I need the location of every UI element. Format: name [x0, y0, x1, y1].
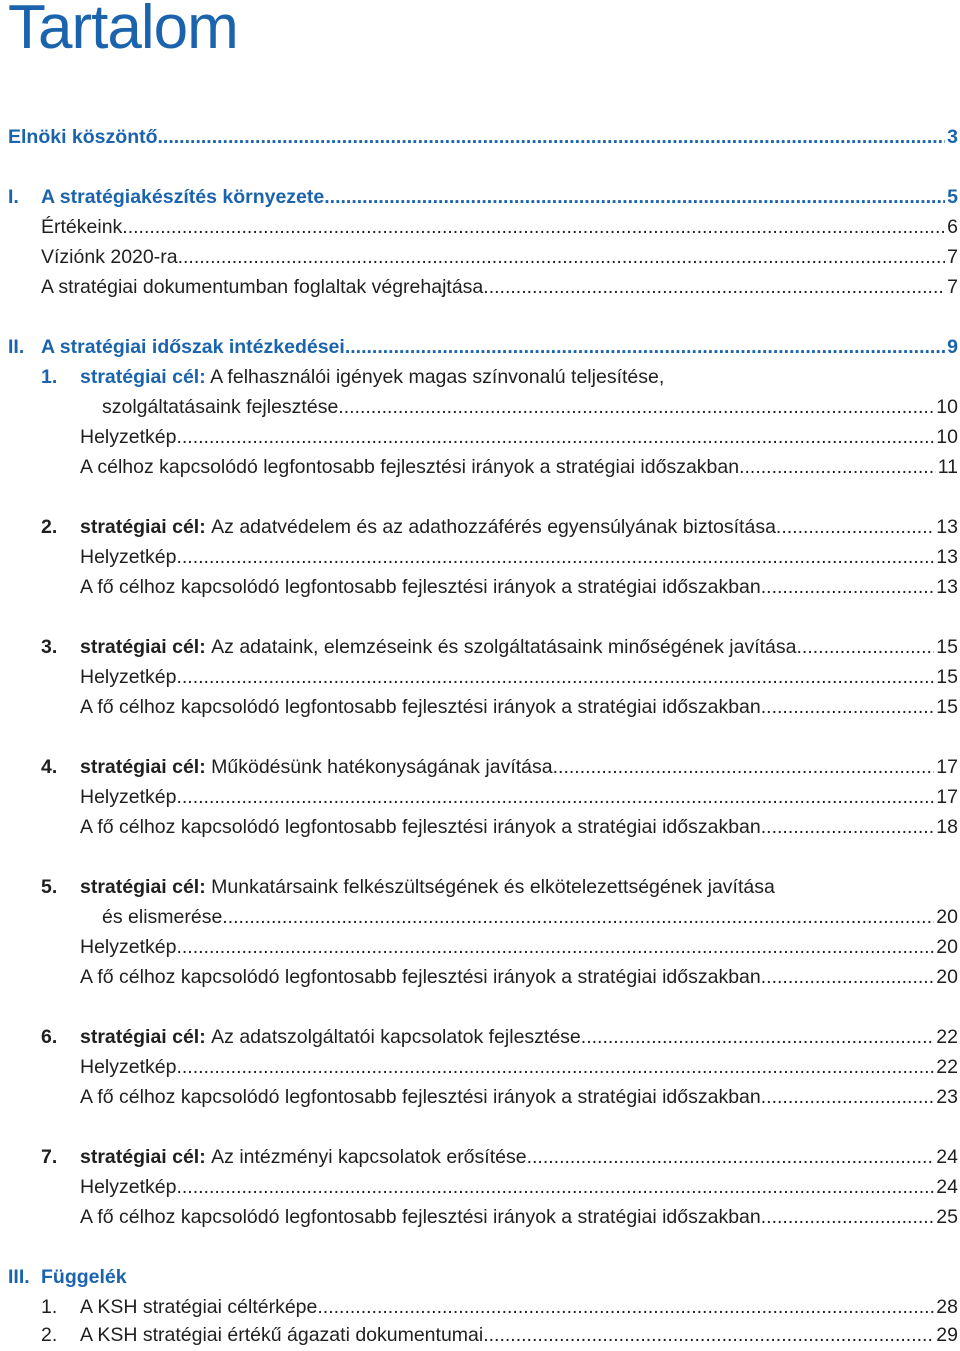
toc-page: 5: [947, 186, 958, 208]
leader-dots: [176, 932, 934, 962]
toc-page: 3: [947, 126, 958, 148]
toc-label: Értékeink: [41, 216, 123, 238]
toc-label: A stratégiai dokumentumban foglaltak végrehajtása: [41, 276, 484, 298]
toc-entry[interactable]: [0, 212, 960, 242]
toc-goal-1[interactable]: [0, 362, 960, 392]
goal-title: A felhasználói igények magas színvonalú teljesítése,: [210, 366, 665, 388]
toc-entry[interactable]: [0, 662, 960, 692]
toc-page: 9: [947, 336, 958, 358]
toc-page: 10: [936, 426, 958, 448]
toc-goal-2[interactable]: [0, 512, 960, 542]
goal-number: 5.: [41, 876, 58, 898]
toc-label: Helyzetkép: [80, 546, 177, 568]
leader-dots: [761, 572, 935, 602]
toc-label: Függelék: [41, 1266, 127, 1288]
leader-dots: [761, 962, 935, 992]
toc-page: 11: [937, 456, 958, 478]
toc-goal-4[interactable]: [0, 752, 960, 782]
toc-section-3[interactable]: [0, 1262, 960, 1292]
toc-page: 18: [936, 816, 958, 838]
toc-label: Helyzetkép: [80, 666, 177, 688]
leader-dots: [776, 512, 934, 542]
toc-entry[interactable]: [0, 542, 960, 572]
toc-goal-3[interactable]: [0, 632, 960, 662]
goal-number: 7.: [41, 1146, 58, 1168]
toc-label: A fő célhoz kapcsolódó legfontosabb fejlesztési irányok a stratégiai időszakban: [80, 696, 761, 718]
toc-page: 15: [936, 636, 958, 658]
toc-goal-5[interactable]: [0, 872, 960, 902]
toc-page: 23: [936, 1086, 958, 1108]
toc-page: 22: [936, 1026, 958, 1048]
leader-dots: [176, 662, 934, 692]
toc-section-1[interactable]: [0, 182, 960, 212]
toc-label: Helyzetkép: [80, 1056, 177, 1078]
toc-label: Helyzetkép: [80, 786, 177, 808]
toc-entry[interactable]: [0, 452, 960, 482]
section-number: I.: [8, 186, 19, 208]
toc-label: A fő célhoz kapcsolódó legfontosabb fejlesztési irányok a stratégiai időszakban: [80, 576, 761, 598]
goal-prefix: stratégiai cél:: [80, 636, 206, 658]
toc-label: A célhoz kapcsolódó legfontosabb fejlesztési irányok a stratégiai időszakban: [80, 456, 740, 478]
toc-entry[interactable]: [0, 1082, 960, 1112]
leader-dots: [178, 242, 946, 272]
toc-page: 13: [936, 546, 958, 568]
toc-goal-7[interactable]: [0, 1142, 960, 1172]
leader-dots: [761, 1082, 935, 1112]
toc-label: Elnöki köszöntő: [8, 126, 158, 148]
toc-page: 20: [936, 966, 958, 988]
goal-prefix: stratégiai cél:: [80, 1146, 206, 1168]
toc-page: 15: [936, 666, 958, 688]
leader-dots: [158, 122, 946, 152]
toc-entry[interactable]: [0, 272, 960, 302]
goal-prefix: stratégiai cél:: [80, 876, 206, 898]
toc-entry[interactable]: [0, 1052, 960, 1082]
toc-label: Helyzetkép: [80, 1176, 177, 1198]
leader-dots: [176, 1172, 934, 1202]
leader-dots: [739, 452, 936, 482]
toc-entry[interactable]: [0, 932, 960, 962]
leader-dots: [176, 542, 934, 572]
appendix-number: 1.: [41, 1296, 58, 1318]
goal-title-cont: és elismerése: [102, 906, 223, 928]
leader-dots: [324, 182, 945, 212]
goal-prefix: stratégiai cél:: [80, 756, 206, 778]
leader-dots: [122, 212, 945, 242]
toc-label: A stratégiai időszak intézkedései: [41, 336, 345, 358]
goal-title: Az adatvédelem és az adathozzáférés egyensúlyának biztosítása: [211, 516, 776, 538]
toc-page: 24: [936, 1146, 958, 1168]
leader-dots: [345, 332, 945, 362]
leader-dots: [483, 272, 945, 302]
leader-dots: [527, 1142, 935, 1172]
toc-label: A fő célhoz kapcsolódó legfontosabb fejlesztési irányok a stratégiai időszakban: [80, 1086, 761, 1108]
toc-label: A KSH stratégiai értékű ágazati dokumentumai: [80, 1324, 484, 1346]
goal-title-cont: szolgáltatásaink fejlesztése: [102, 396, 339, 418]
toc-label: Víziónk 2020-ra: [41, 246, 178, 268]
toc-label: A stratégiakészítés környezete: [41, 186, 325, 208]
toc-page: 7: [947, 276, 958, 298]
toc-page: 28: [936, 1296, 958, 1318]
toc-page: 20: [936, 936, 958, 958]
section-number: II.: [8, 336, 25, 358]
leader-dots: [483, 1320, 934, 1350]
toc-entry[interactable]: [0, 692, 960, 722]
goal-prefix: stratégiai cél:: [80, 516, 206, 538]
leader-dots: [761, 692, 935, 722]
toc-label: A fő célhoz kapcsolódó legfontosabb fejlesztési irányok a stratégiai időszakban: [80, 966, 761, 988]
section-number: III.: [8, 1266, 30, 1288]
goal-number: 3.: [41, 636, 58, 658]
toc-label: A KSH stratégiai céltérképe: [80, 1296, 318, 1318]
goal-title: Az adataink, elemzéseink és szolgáltatásaink minőségének javítása: [211, 636, 797, 658]
toc-label: A fő célhoz kapcsolódó legfontosabb fejlesztési irányok a stratégiai időszakban: [80, 816, 761, 838]
goal-title: Az intézményi kapcsolatok erősítése: [211, 1146, 527, 1168]
goal-number: 2.: [41, 516, 58, 538]
goal-title: Az adatszolgáltatói kapcsolatok fejlesztése: [211, 1026, 581, 1048]
appendix-number: 2.: [41, 1324, 58, 1346]
toc-page: 6: [947, 216, 958, 238]
goal-title: Működésünk hatékonyságának javítása: [211, 756, 553, 778]
toc-entry[interactable]: [0, 572, 960, 602]
toc-entry-elnoki[interactable]: [0, 122, 960, 152]
toc-appendix-1[interactable]: [0, 1292, 960, 1322]
toc-entry[interactable]: [0, 782, 960, 812]
toc-label: Helyzetkép: [80, 936, 177, 958]
toc-goal-1-cont[interactable]: [0, 392, 960, 422]
toc-appendix-2[interactable]: [0, 1320, 960, 1350]
toc-page: 29: [936, 1324, 958, 1346]
goal-number: 1.: [41, 366, 58, 388]
toc-page: 10: [936, 396, 958, 418]
toc-label: Helyzetkép: [80, 426, 177, 448]
leader-dots: [317, 1292, 934, 1322]
toc-page: 15: [936, 696, 958, 718]
leader-dots: [176, 422, 934, 452]
leader-dots: [796, 632, 934, 662]
goal-number: 4.: [41, 756, 58, 778]
toc-entry[interactable]: [0, 1202, 960, 1232]
goal-title: Munkatársaink felkészültségének és elkötelezettségének javítása: [211, 876, 775, 898]
toc-goal-5-cont[interactable]: [0, 902, 960, 932]
toc-page: 22: [936, 1056, 958, 1078]
leader-dots: [176, 782, 934, 812]
leader-dots: [761, 812, 935, 842]
toc-page: 20: [936, 906, 958, 928]
toc-page: 7: [947, 246, 958, 268]
toc-page: 17: [936, 786, 958, 808]
toc-entry[interactable]: [0, 1172, 960, 1202]
toc-label: A fő célhoz kapcsolódó legfontosabb fejlesztési irányok a stratégiai időszakban: [80, 1206, 761, 1228]
toc-entry[interactable]: [0, 242, 960, 272]
leader-dots: [581, 1022, 935, 1052]
leader-dots: [761, 1202, 935, 1232]
toc-goal-6[interactable]: [0, 1022, 960, 1052]
leader-dots: [553, 752, 935, 782]
leader-dots: [222, 902, 934, 932]
goal-number: 6.: [41, 1026, 58, 1048]
goal-prefix: stratégiai cél:: [80, 366, 206, 388]
toc-page: 25: [936, 1206, 958, 1228]
leader-dots: [338, 392, 934, 422]
toc-entry[interactable]: [0, 962, 960, 992]
toc-entry[interactable]: [0, 422, 960, 452]
leader-dots: [176, 1052, 934, 1082]
toc-page: 13: [936, 576, 958, 598]
page-title: Tartalom: [8, 0, 238, 62]
toc-page: 24: [936, 1176, 958, 1198]
toc-page: 17: [936, 756, 958, 778]
goal-prefix: stratégiai cél:: [80, 1026, 206, 1048]
toc-page: 13: [936, 516, 958, 538]
toc-section-2[interactable]: [0, 332, 960, 362]
toc-entry[interactable]: [0, 812, 960, 842]
